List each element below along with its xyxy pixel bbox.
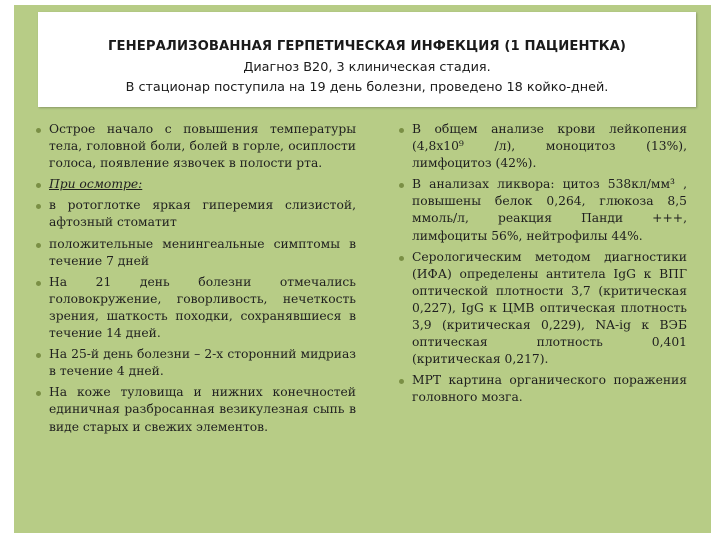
bullet-icon xyxy=(399,256,404,261)
bullet-icon xyxy=(36,353,41,358)
slide xyxy=(14,5,711,533)
left-column-list xyxy=(36,121,356,440)
list-item: Острое начало с повышения температуры тела, головной боли, болей в горле, осиплости голоса, появление язвочек в полости рта. xyxy=(36,121,356,172)
bullet-icon xyxy=(36,183,41,188)
right-column-list xyxy=(399,121,687,411)
list-item: В общем анализе крови лейкопения (4,8х10⁹ /л), моноцитоз (13%), лимфоцитоз (42%). xyxy=(399,121,687,172)
bullet-icon xyxy=(399,183,404,188)
admission-line: В стационар поступила на 19 день болезни, проведено 18 койко-дней. xyxy=(125,80,609,95)
bullet-icon xyxy=(36,204,41,209)
list-item: В анализах ликвора: цитоз 538кл/мм³ , повышены белок 0,264, глюкоза 8,5 ммоль/л, реакция Панди +++, лимфоциты 56%, нейтрофилы 44%. xyxy=(399,176,687,244)
list-item: На 25-й день болезни – 2-х сторонний мидриаз в течение 4 дней. xyxy=(36,346,356,380)
bullet-icon xyxy=(399,128,404,133)
bullet-icon xyxy=(36,391,41,396)
list-item: МРТ картина органического поражения головного мозга. xyxy=(399,372,687,406)
list-item: На 21 день болезни отмечались головокружение, говорливость, нечеткость зрения, шаткость походки, сохранявшиеся в течение 14 дней. xyxy=(36,274,356,342)
slide-title: ГЕНЕРАЛИЗОВАННАЯ ГЕРПЕТИЧЕСКАЯ ИНФЕКЦИЯ (1 ПАЦИЕНТКА) xyxy=(107,39,627,54)
title-box xyxy=(38,12,696,107)
bullet-icon xyxy=(36,128,41,133)
bullet-icon xyxy=(36,243,41,248)
bullet-icon xyxy=(399,379,404,384)
list-item: На коже туловища и нижних конечностей единичная разбросанная везикулезная сыпь в виде старых и свежих элементов. xyxy=(36,384,356,435)
diagnosis-line: Диагноз В20, 3 клиническая стадия. xyxy=(243,60,491,75)
list-item: положительные менингеальные симптомы в течение 7 дней xyxy=(36,236,356,270)
bullet-icon xyxy=(36,281,41,286)
list-item: Серологическим методом диагностики (ИФА) определены антитела IgG к ВПГ оптической плотности 3,7 (критическая 0,227), IgG к ЦМВ оптическая плотность 3,9 (критическая 0,229), NA-ig к ВЭБ оптическая плотность 0,401 (критическая 0,217). xyxy=(399,249,687,369)
list-item: При осмотре: xyxy=(36,176,356,193)
list-item: в ротоглотке яркая гиперемия слизистой, афтозный стоматит xyxy=(36,197,356,231)
